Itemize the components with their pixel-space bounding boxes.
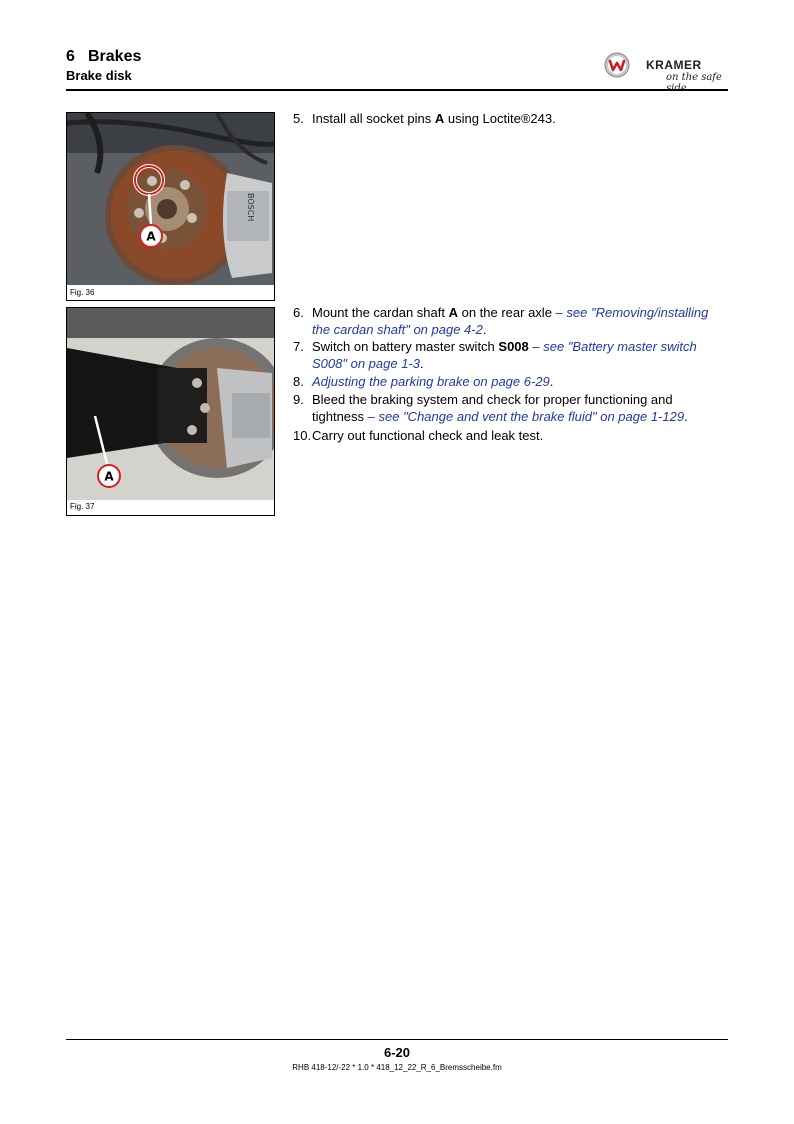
step-7: 7. Switch on battery master switch S008 – see "Battery master switch S008" on page 1-3.	[293, 339, 697, 371]
step-number: 9.	[293, 392, 304, 407]
step-number: 6.	[293, 305, 304, 320]
figure-37	[66, 307, 275, 516]
cross-reference-link[interactable]: – see "Battery master switch S008" on page 1-3	[312, 339, 697, 371]
chapter-number: 6	[66, 48, 75, 65]
step-10: 10. Carry out functional check and leak test.	[293, 428, 544, 443]
kramer-logo-icon	[604, 52, 630, 78]
callout-a-label: A	[104, 469, 114, 484]
caliper-brand-text: BOSCH	[246, 193, 255, 222]
step-number: 7.	[293, 339, 304, 354]
kramer-logo	[604, 52, 730, 86]
step-9: 9. Bleed the braking system and check for proper functioning and tightness – see "Change and vent the brake fluid" on page 1-129.	[293, 392, 688, 424]
step-number: 10.	[293, 428, 312, 443]
cross-reference-link[interactable]: – see "Removing/installing the cardan shaft" on page 4-2	[312, 305, 709, 337]
step-8: 8. Adjusting the parking brake on page 6-29.	[293, 374, 554, 389]
logo-tagline: on the safe	[666, 72, 722, 83]
cross-reference-link[interactable]: – see "Change and vent the brake fluid" on page 1-129	[367, 409, 685, 424]
brake-disk-photo	[67, 113, 274, 285]
figure-36	[66, 112, 275, 301]
figure-caption: Fig. 36	[70, 288, 95, 297]
chapter-title: Brakes	[88, 48, 142, 65]
step-5: 5. Install all socket pins A using Loctite®243.	[293, 111, 556, 126]
figure-caption: Fig. 37	[70, 502, 95, 511]
logo-brand: KRAMER	[646, 58, 702, 72]
section-title: Brake disk	[66, 68, 132, 83]
header-rule	[66, 89, 728, 91]
footer-rule	[66, 1039, 728, 1040]
step-6: 6. Mount the cardan shaft A on the rear axle – see "Removing/installing the cardan shaft" on page 4-2.	[293, 305, 709, 337]
step-number: 8.	[293, 374, 304, 389]
step-number: 5.	[293, 111, 304, 126]
cardan-shaft-photo	[67, 308, 274, 500]
chapter-heading	[66, 48, 141, 66]
document-info: RHB 418-12/-22 * 1.0 * 418_12_22_R_6_Bremsscheibe.fm	[292, 1063, 502, 1072]
callout-a-label: A	[146, 229, 156, 244]
cross-reference-link[interactable]: Adjusting the parking brake on page 6-29	[312, 374, 550, 389]
page-number: 6-20	[383, 1045, 411, 1060]
